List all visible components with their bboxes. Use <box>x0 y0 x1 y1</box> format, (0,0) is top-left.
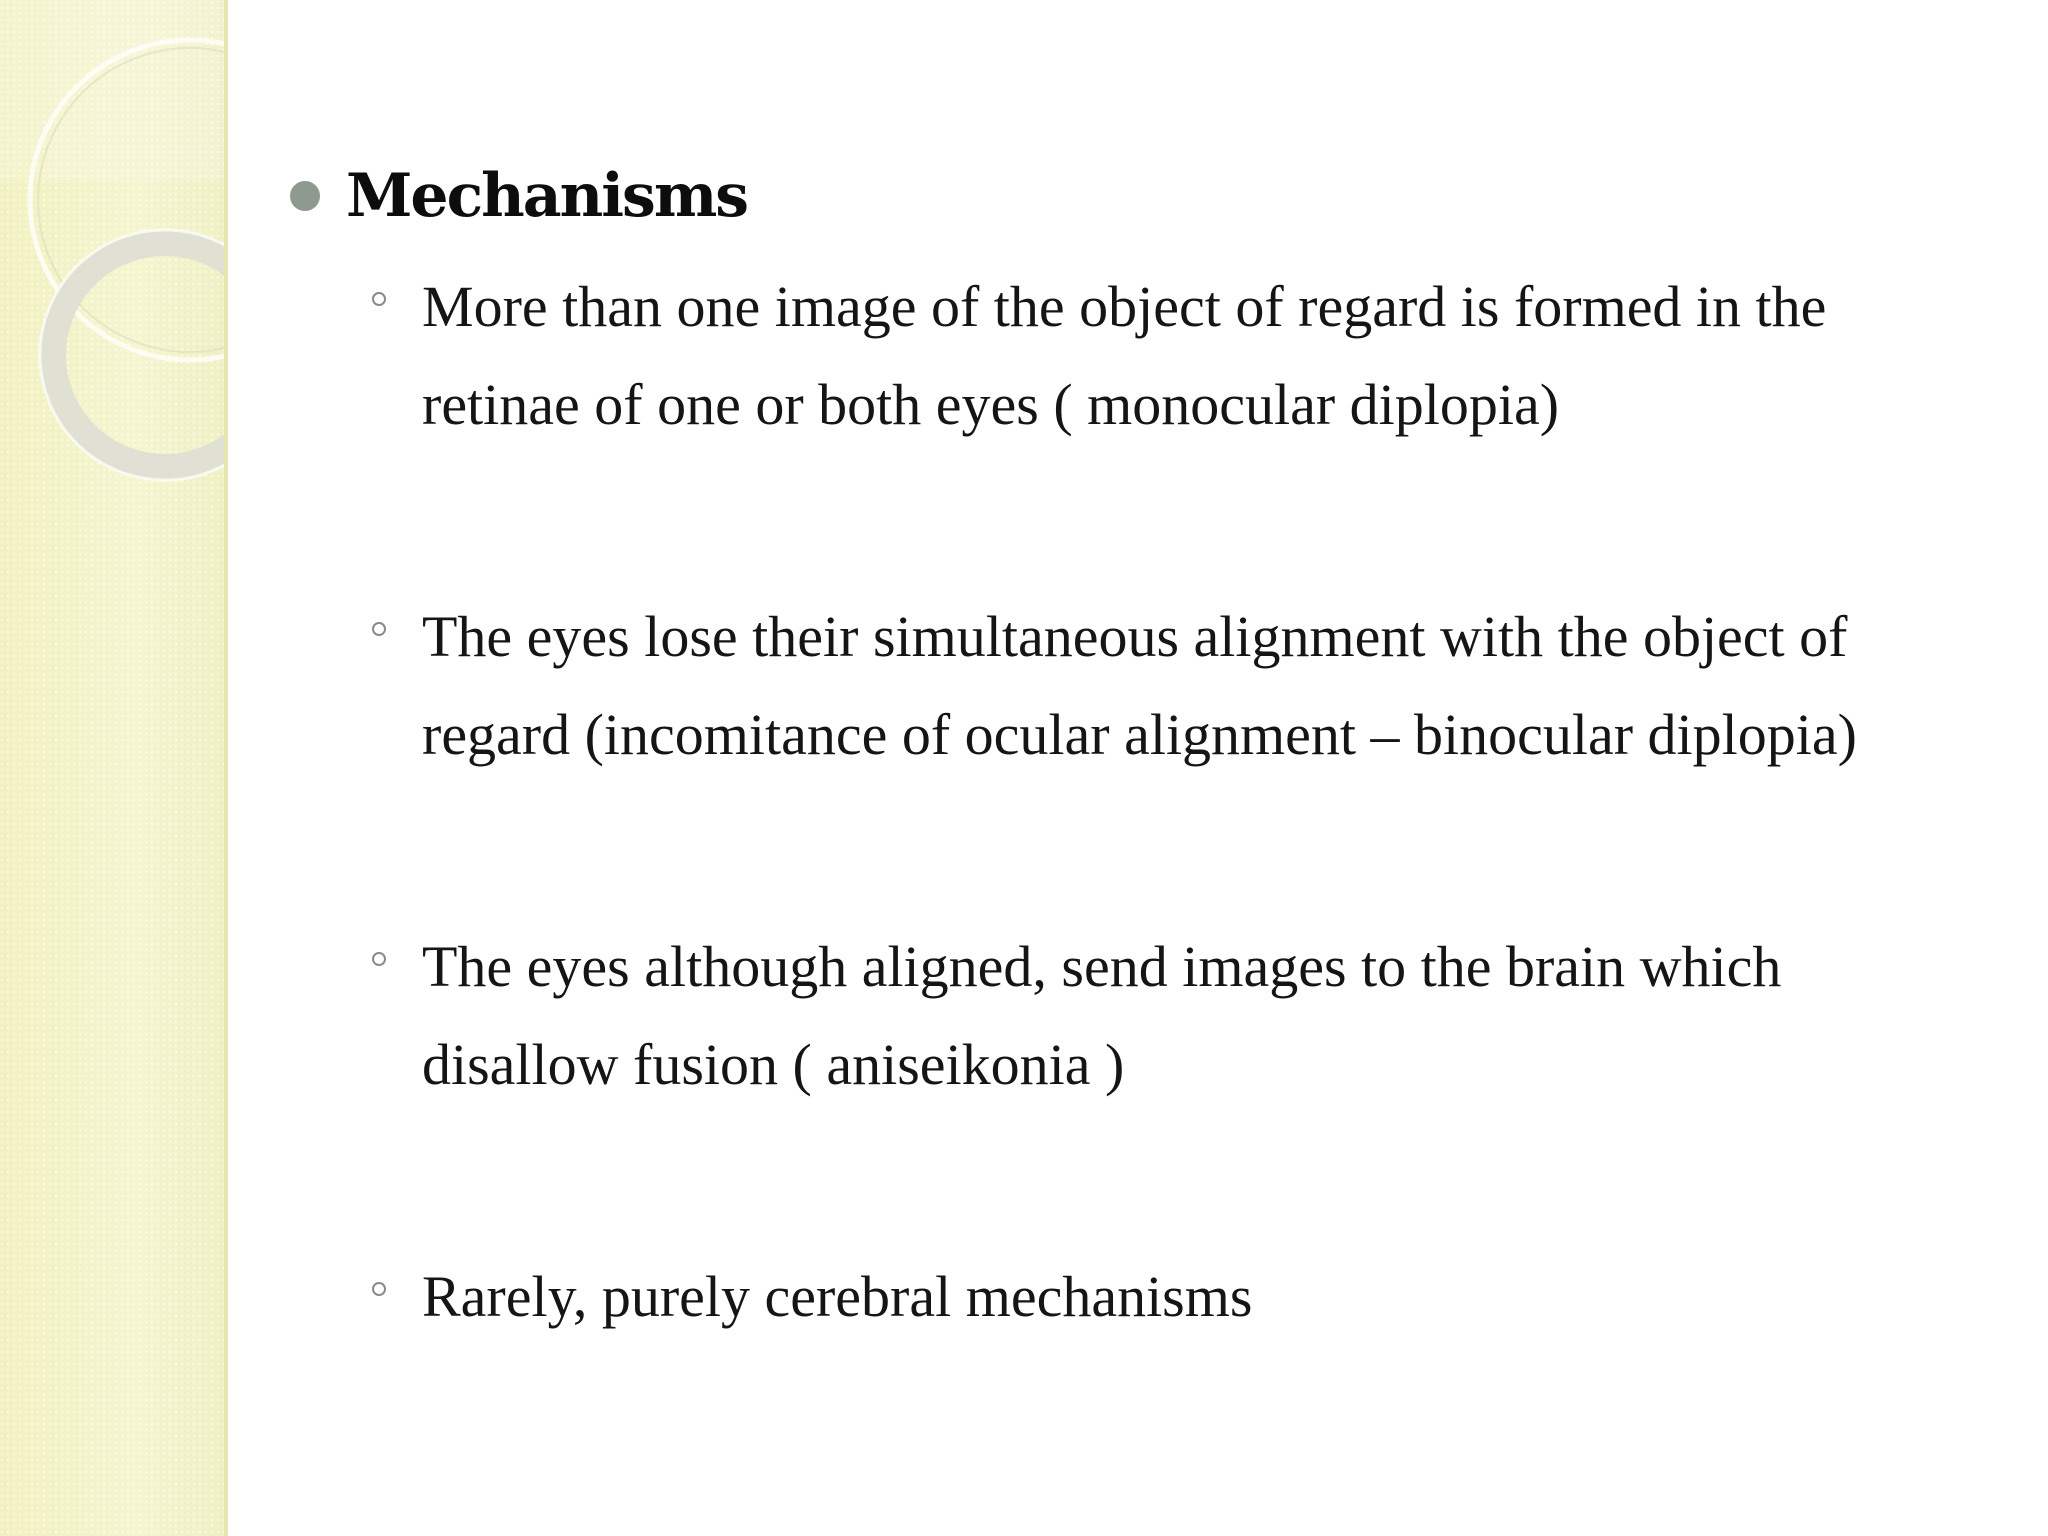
list-item-text: Rarely, purely cerebral mechanisms <box>422 1264 1253 1329</box>
list-item <box>372 258 1970 454</box>
list-item-text: The eyes although aligned, send images to the brain which disallow fusion ( aniseikonia ) <box>422 934 1782 1097</box>
hollow-bullet-icon <box>372 952 386 966</box>
filled-bullet-icon <box>290 181 320 211</box>
list-item-text: The eyes lose their simultaneous alignment with the object of regard (incomitance of ocular alignment – binocular diplopia) <box>422 604 1857 767</box>
list-item <box>372 918 1970 1114</box>
hollow-bullet-icon <box>372 292 386 306</box>
heading-row <box>290 160 1970 232</box>
slide-content <box>290 160 1970 1346</box>
hollow-bullet-icon <box>372 622 386 636</box>
mechanisms-list <box>290 258 1970 1346</box>
list-item-text: More than one image of the object of regard is formed in the retinae of one or both eyes ( monocular diplopia) <box>422 274 1827 437</box>
decorative-side-band <box>0 0 228 1536</box>
slide-heading: Mechanisms <box>346 161 748 231</box>
decorative-circles <box>0 0 228 520</box>
list-item <box>372 588 1970 784</box>
list-item <box>372 1248 1970 1346</box>
hollow-bullet-icon <box>372 1282 386 1296</box>
